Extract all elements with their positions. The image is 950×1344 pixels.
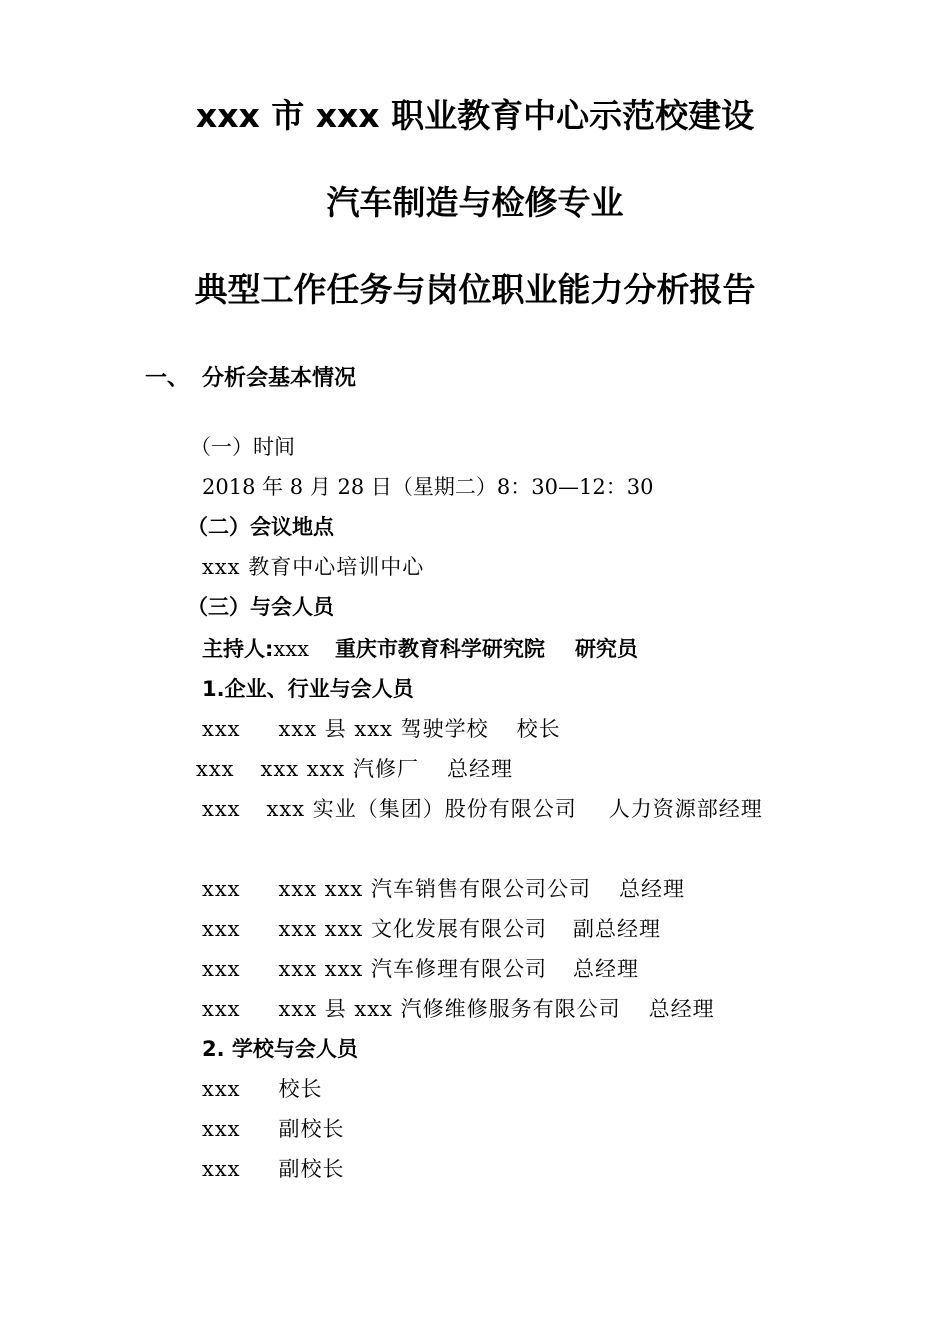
attendee-title: 副校长 — [278, 1117, 345, 1141]
attendee-name: xxx — [202, 1157, 241, 1181]
host-name: xxx — [273, 637, 309, 661]
document-title-line-1: xxx 市 xxx 职业教育中心示范校建设 — [195, 96, 755, 135]
subsection-heading-attendees: （三）与会人员 — [187, 595, 334, 619]
subsection-heading-venue: （二）会议地点 — [187, 515, 334, 539]
time-value: 2018 年 8 月 28 日（星期二）8：30—12：30 — [202, 475, 654, 499]
section-heading — [145, 364, 356, 394]
host-title: 研究员 — [574, 637, 638, 661]
attendee-org: xxx 实业（集团）股份有限公司 — [266, 797, 577, 821]
host-org: 重庆市教育科学研究院 — [334, 637, 545, 661]
document-title-line-3: 典型工作任务与岗位职业能力分析报告 — [194, 270, 756, 309]
subsection-heading-time: （一）时间 — [190, 435, 295, 459]
attendee-title: 总经理 — [648, 997, 715, 1021]
attendee-name: xxx — [202, 1077, 241, 1101]
attendee-org: xxx xxx 汽修厂 — [260, 757, 419, 781]
list-item — [202, 789, 812, 829]
attendee-title: 总经理 — [446, 757, 513, 781]
list-item — [196, 754, 513, 784]
attendee-title: 总经理 — [618, 877, 685, 901]
list-item — [202, 1074, 323, 1104]
attendee-org: xxx xxx 汽车修理有限公司 — [278, 957, 547, 981]
attendee-title: 总经理 — [572, 957, 639, 981]
attendee-org: xxx 县 xxx 驾驶学校 — [278, 717, 489, 741]
industry-attendees-heading: 1.企业、行业与会人员 — [202, 677, 414, 701]
host-line — [202, 634, 638, 664]
list-item — [202, 714, 561, 744]
list-item — [202, 914, 661, 944]
attendee-org: xxx xxx 文化发展有限公司 — [278, 917, 547, 941]
venue-value: xxx 教育中心培训中心 — [202, 555, 425, 579]
attendee-name: xxx — [202, 1117, 241, 1141]
attendee-name: xxx — [202, 997, 241, 1021]
attendee-title: 副总经理 — [572, 917, 661, 941]
list-item — [202, 994, 715, 1024]
attendee-org: xxx 县 xxx 汽修维修服务有限公司 — [278, 997, 621, 1021]
host-label: 主持人: — [202, 637, 274, 661]
attendee-title: 人力资源部经理 — [608, 797, 763, 821]
attendee-name: xxx — [202, 957, 241, 981]
attendee-title: 校长 — [278, 1077, 323, 1101]
attendee-name: xxx — [202, 797, 241, 821]
section-number: 一、 — [145, 366, 190, 391]
attendee-name: xxx — [202, 717, 241, 741]
school-attendees-heading: 2. 学校与会人员 — [202, 1037, 358, 1061]
list-item — [202, 1114, 345, 1144]
list-item — [202, 954, 639, 984]
list-item — [202, 1154, 345, 1184]
attendee-title: 校长 — [516, 717, 561, 741]
attendee-name: xxx — [196, 757, 235, 781]
attendee-name: xxx — [202, 917, 241, 941]
attendee-org: xxx xxx 汽车销售有限公司公司 — [278, 877, 591, 901]
attendee-name: xxx — [202, 877, 241, 901]
section-title: 分析会基本情况 — [202, 366, 357, 391]
document-title-line-2: 汽车制造与检修专业 — [326, 183, 624, 222]
attendee-title: 副校长 — [278, 1157, 345, 1181]
list-item — [202, 874, 685, 904]
